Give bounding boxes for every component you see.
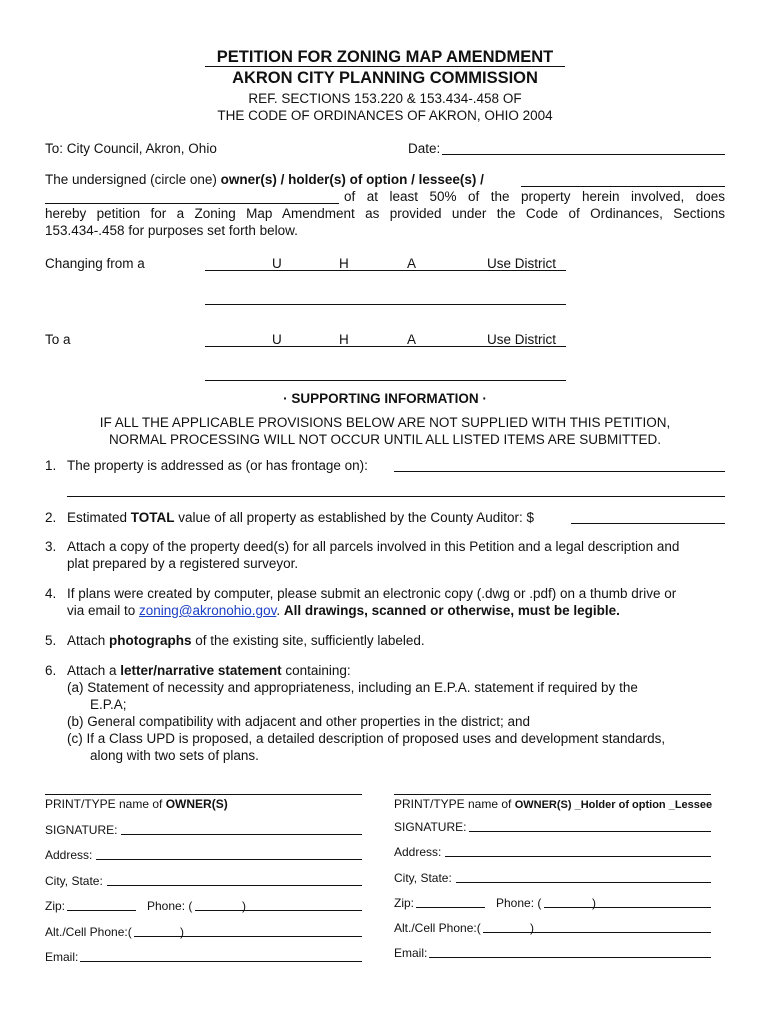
item-4-legible-note: All drawings, scanned or otherwise, must be legible.: [283, 603, 620, 618]
property-address-field[interactable]: [394, 471, 725, 472]
right-address-label: Address:: [394, 845, 442, 859]
left-city-field[interactable]: [107, 885, 362, 886]
item-6-text: [67, 663, 351, 678]
other-role-field[interactable]: [521, 186, 725, 187]
changing-from-extra-line[interactable]: [205, 304, 566, 305]
changing-from-use-district: Use District: [487, 256, 557, 271]
item-5-lead: Attach: [67, 633, 110, 648]
to-a-extra-line[interactable]: [205, 380, 566, 381]
left-alt-phone-close: ): [180, 925, 184, 939]
changing-from-u[interactable]: U: [272, 256, 282, 271]
left-print-owner: OWNER(S): [165, 797, 228, 811]
right-signature-field[interactable]: [469, 831, 711, 832]
item-6b: (b) General compatibility with adjacent and other properties in the district; and: [67, 714, 530, 729]
right-print-name-field[interactable]: [394, 794, 711, 795]
right-signature-label: SIGNATURE:: [394, 820, 467, 834]
item-3-number: 3.: [45, 539, 57, 554]
item-4-number: 4.: [45, 586, 57, 601]
right-city-label: City, State:: [394, 871, 452, 885]
to-a-a[interactable]: A: [407, 332, 417, 347]
item-3-line-2: plat prepared by a registered surveyor.: [67, 556, 299, 571]
left-phone-label: Phone: (: [147, 899, 193, 913]
form-title: PETITION FOR ZONING MAP AMENDMENT: [216, 48, 554, 66]
left-signature-label: SIGNATURE:: [45, 823, 118, 837]
left-city-label: City, State:: [45, 874, 103, 888]
date-field[interactable]: [442, 154, 725, 155]
right-zip-field[interactable]: [416, 907, 485, 908]
supporting-warning-1: IF ALL THE APPLICABLE PROVISIONS BELOW ARE NOT SUPPLIED WITH THIS PETITION,: [99, 415, 671, 430]
intro-line-4: 153.434-.458 for purposes set forth below.: [45, 223, 298, 238]
item-4-via: via email to: [67, 603, 140, 618]
total-value-field[interactable]: [571, 523, 725, 524]
item-2-number: 2.: [45, 510, 57, 525]
item-6c-line-2: along with two sets of plans.: [90, 748, 259, 763]
item-6a-line-1: (a) Statement of necessity and appropriateness, including an E.P.A. statement if required by the: [67, 680, 638, 695]
item-4-line-2: [67, 603, 620, 618]
to-a-use-district: Use District: [487, 332, 557, 347]
supporting-heading: · SUPPORTING INFORMATION ·: [283, 391, 487, 406]
supporting-warning-2: NORMAL PROCESSING WILL NOT OCCUR UNTIL ALL LISTED ITEMS ARE SUBMITTED.: [108, 432, 662, 447]
changing-from-a[interactable]: A: [407, 256, 417, 271]
intro-line-3: hereby petition for a Zoning Map Amendment as provided under the Code of Ordinances, Sections: [45, 206, 725, 221]
date-label: Date:: [408, 141, 441, 156]
property-address-field-2[interactable]: [67, 496, 725, 497]
left-email-field[interactable]: [80, 961, 362, 962]
left-address-label: Address:: [45, 848, 93, 862]
to-a-u[interactable]: U: [272, 332, 282, 347]
left-alt-phone-label: Alt./Cell Phone:(: [45, 925, 132, 939]
item-6-number: 6.: [45, 663, 57, 678]
left-email-label: Email:: [45, 950, 79, 964]
right-alt-phone-label: Alt./Cell Phone:(: [394, 921, 481, 935]
form-subtitle: AKRON CITY PLANNING COMMISSION: [232, 69, 538, 87]
intro-line-2: of at least 50% of the property herein involved, does: [344, 189, 725, 204]
changing-from-h[interactable]: H: [339, 256, 349, 271]
left-phone-close: ): [242, 899, 246, 913]
right-holder-option[interactable]: _Holder of option: [571, 799, 666, 811]
right-alt-phone-close: ): [530, 921, 534, 935]
item-2-text: [67, 510, 534, 525]
intro-line-1: [45, 172, 484, 187]
item-6a-line-2: E.P.A;: [90, 697, 127, 712]
right-phone-field[interactable]: [544, 907, 711, 908]
item-2-lead: Estimated: [67, 510, 131, 525]
right-print-owner: OWNER(S): [514, 799, 572, 811]
ref-code: THE CODE OF ORDINANCES OF AKRON, OHIO 2004: [217, 108, 553, 123]
intro-lead: The undersigned (circle one): [45, 172, 221, 187]
left-print-name-label: [45, 797, 228, 811]
right-phone-label: Phone: (: [496, 896, 542, 910]
right-email-label: Email:: [394, 946, 428, 960]
item-4-period: .: [276, 603, 284, 618]
intro-roles[interactable]: owner(s) / holder(s) of option / lessee(s) /: [220, 172, 484, 187]
right-print-lead: PRINT/TYPE name of: [394, 797, 515, 811]
to-city-council: To: City Council, Akron, Ohio: [45, 141, 217, 156]
right-zip-label: Zip:: [394, 896, 415, 910]
title-underline: [205, 66, 565, 67]
item-5-rest: of the existing site, sufficiently labeled.: [191, 633, 425, 648]
left-address-field[interactable]: [96, 859, 362, 860]
right-lessee-option[interactable]: _Lessee: [665, 799, 713, 811]
left-print-name-field[interactable]: [45, 794, 362, 795]
item-3-line-1: Attach a copy of the property deed(s) for all parcels involved in this Petition and a legal description and: [67, 539, 680, 554]
item-6c-line-1: (c) If a Class UPD is proposed, a detailed description of proposed uses and development standards,: [67, 731, 666, 746]
item-5-photographs: photographs: [109, 633, 192, 648]
right-phone-close: ): [592, 896, 596, 910]
item-2-rest: value of all property as established by the County Auditor: $: [174, 510, 534, 525]
left-print-lead: PRINT/TYPE name of: [45, 797, 166, 811]
right-email-field[interactable]: [429, 957, 711, 958]
item-6-lead: Attach a: [67, 663, 121, 678]
right-city-field[interactable]: [456, 882, 711, 883]
left-zip-field[interactable]: [67, 910, 136, 911]
item-2-total: TOTAL: [130, 510, 175, 525]
item-5-text: [67, 633, 425, 648]
right-print-name-label: [394, 797, 712, 811]
ref-sections: REF. SECTIONS 153.220 & 153.434-.458 OF: [248, 91, 522, 106]
item-6-letter: letter/narrative statement: [120, 663, 282, 678]
item-6-rest: containing:: [281, 663, 351, 678]
left-alt-phone-field[interactable]: [134, 936, 362, 937]
left-zip-label: Zip:: [45, 899, 66, 913]
changing-from-label: Changing from a: [45, 256, 145, 271]
item-1-number: 1.: [45, 458, 57, 473]
right-alt-phone-field[interactable]: [483, 932, 711, 933]
to-a-h[interactable]: H: [339, 332, 349, 347]
to-a-label: To a: [45, 332, 71, 347]
right-address-field[interactable]: [445, 856, 711, 857]
item-4-line-1: If plans were created by computer, please submit an electronic copy (.dwg or .pdf) on a thumb drive or: [67, 586, 677, 601]
item-5-number: 5.: [45, 633, 57, 648]
left-phone-field[interactable]: [195, 910, 362, 911]
left-signature-field[interactable]: [121, 834, 362, 835]
property-share-field[interactable]: [45, 203, 339, 204]
zoning-email-link[interactable]: zoning@akronohio.gov: [139, 603, 277, 618]
item-1-text: The property is addressed as (or has frontage on):: [67, 458, 368, 473]
